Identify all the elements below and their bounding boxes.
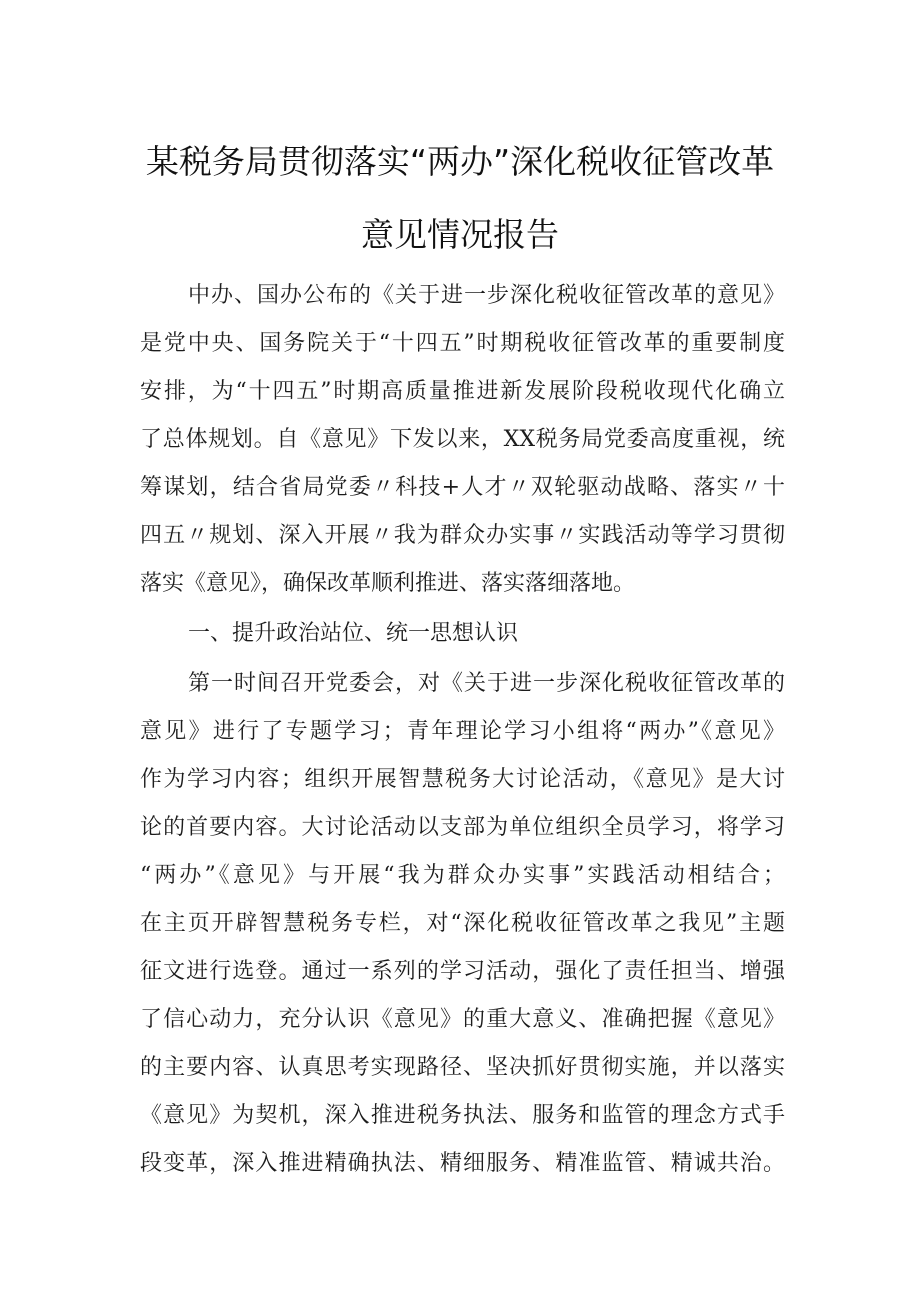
paragraph-2-line: 的主要内容、认真思考实现路径、坚决抓好贯彻实施，并以落实 — [140, 1055, 785, 1080]
paragraph-1-line: 中办、国办公布的《关于进一步深化税收征管改革的意见》 — [188, 283, 785, 308]
document-title-line-1: 某税务局贯彻落实“两办”深化税收征管改革 — [145, 142, 775, 181]
paragraph-1-line: 了总体规划。自《意见》下发以来，XX税务局党委高度重视，统 — [140, 427, 785, 452]
paragraph-1-line: 安排，为“十四五”时期高质量推进新发展阶段税收现代化确立 — [140, 379, 785, 404]
paragraph-2-line: “两办”《意见》与开展“我为群众办实事”实践活动相结合； — [140, 863, 785, 888]
paragraph-2-line: 征文进行选登。通过一系列的学习活动，强化了责任担当、增强 — [140, 959, 785, 984]
paragraph-2-line: 段变革，深入推进精确执法、精细服务、精准监管、精诚共治。 — [140, 1151, 785, 1176]
paragraph-2-line: 论的首要内容。大讨论活动以支部为单位组织全员学习，将学习 — [140, 815, 785, 840]
paragraph-2-line: 《意见》为契机，深入推进税务执法、服务和监管的理念方式手 — [140, 1103, 785, 1128]
paragraph-2-line: 作为学习内容；组织开展智慧税务大讨论活动，《意见》是大讨 — [140, 767, 785, 792]
section-heading-1: 一、提升政治站位、统一思想认识 — [188, 621, 519, 646]
paragraph-2-line: 在主页开辟智慧税务专栏，对“深化税收征管改革之我见”主题 — [140, 911, 785, 936]
paragraph-1-line: 是党中央、国务院关于“十四五”时期税收征管改革的重要制度 — [140, 331, 785, 356]
paragraph-2-line: 第一时间召开党委会，对《关于进一步深化税收征管改革的 — [188, 671, 785, 696]
paragraph-1-line: 筹谋划，结合省局党委〃科技+人才〃双轮驱动战略、落实〃十 — [140, 475, 785, 500]
document-title-line-2: 意见情况报告 — [361, 215, 559, 254]
document-body — [140, 272, 785, 1176]
paragraph-1-line: 四五〃规划、深入开展〃我为群众办实事〃实践活动等学习贯彻 — [140, 523, 785, 548]
paragraph-2-line: 了信心动力，充分认识《意见》的重大意义、准确把握《意见》 — [140, 1007, 785, 1032]
paragraph-2-line: 意见》进行了专题学习；青年理论学习小组将“两办”《意见》 — [140, 719, 785, 744]
paragraph-1-line: 落实《意见》，确保改革顺利推进、落实落细落地。 — [140, 571, 636, 596]
